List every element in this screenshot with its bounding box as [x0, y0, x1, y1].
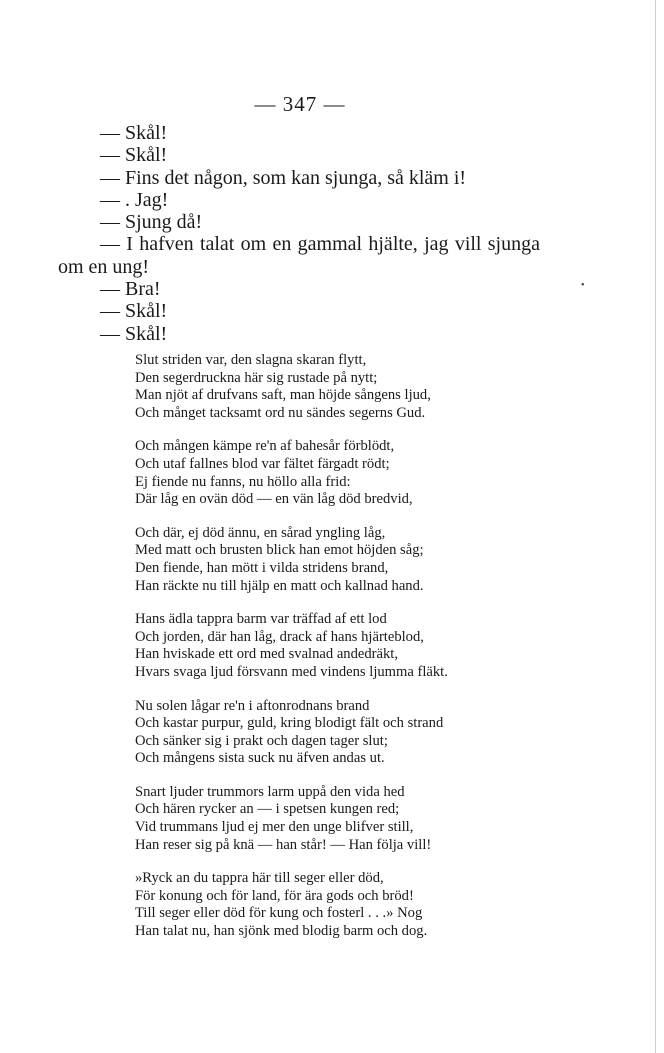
verse-line: Och där, ej död ännu, en sårad yngling låg,: [135, 524, 386, 541]
stanza: [135, 438, 495, 508]
dialogue-line: — . Jag!: [100, 188, 169, 211]
dialogue-line: om en ung!: [58, 255, 150, 278]
dialogue-block: [58, 122, 558, 345]
page-edge-line: [655, 0, 656, 1053]
dialogue-line: — Sjung då!: [100, 211, 203, 234]
verse-line: Och jorden, där han låg, drack af hans hjärteblod,: [135, 628, 424, 645]
page-number: — 347 —: [254, 92, 346, 116]
verse-line: Till seger eller död för kung och fosterl . . .» Nog: [135, 905, 423, 922]
verse-line: Och kastar purpur, guld, kring blodigt fält och strand: [135, 715, 444, 732]
verse-line: Och sänker sig i prakt och dagen tager slut;: [135, 732, 388, 749]
dialogue-line: — Fins det någon, som kan sjunga, så kläm i!: [100, 166, 467, 189]
verse-line: Han reser sig på knä — han står! — Han följa vill!: [135, 836, 432, 853]
verse-line: Ej fiende nu fanns, nu höllo alla frid:: [135, 473, 351, 490]
stanza: [135, 352, 495, 422]
dialogue-line: — Skål!: [100, 322, 168, 345]
verse-line: Han hviskade ett ord med svalnad andedräkt,: [135, 646, 399, 663]
stanza: [135, 870, 495, 940]
margin-mark: •: [581, 280, 585, 291]
verse-line: Hvars svaga ljud försvann med vindens ljumma fläkt.: [135, 663, 448, 680]
verse-line: Och månget tacksamt ord nu sändes segerns Gud.: [135, 404, 426, 421]
verse-line: Nu solen lågar re'n i aftonrodnans brand: [135, 697, 370, 714]
stanza: [135, 525, 495, 595]
verse-line: Och hären rycker an — i spetsen kungen red;: [135, 801, 400, 818]
dialogue-line: — I hafven talat om en gammal hjälte, jag vill sjunga: [100, 233, 540, 256]
verse-line: Han räckte nu till hjälp en matt och kallnad hand.: [135, 577, 424, 594]
stanza: [135, 698, 495, 768]
poem-verse: [135, 352, 495, 957]
verse-line: Och mången kämpe re'n af bahesår förblödt,: [135, 438, 395, 455]
verse-line: Där låg en ovän död — en vän låg död bredvid,: [135, 491, 413, 508]
verse-line: Han talat nu, han sjönk med blodig barm och dog.: [135, 923, 428, 940]
verse-line: Den fiende, han mött i vilda stridens brand,: [135, 559, 389, 576]
verse-line: För konung och för land, för ära gods och bröd!: [135, 887, 414, 904]
verse-line: Och utaf fallnes blod var fältet färgadt rödt;: [135, 455, 390, 472]
verse-line: Snart ljuder trummors larm uppå den vida hed: [135, 783, 405, 800]
verse-line: Och mångens sista suck nu äfven andas ut.: [135, 750, 385, 767]
verse-line: Med matt och brusten blick han emot höjden såg;: [135, 542, 424, 559]
stanza: [135, 611, 495, 681]
verse-line: Slut striden var, den slagna skaran flytt,: [135, 352, 367, 368]
dialogue-line: — Skål!: [100, 144, 168, 167]
dialogue-line: — Bra!: [100, 278, 161, 301]
dialogue-line: — Skål!: [100, 300, 168, 323]
verse-line: Den segerdruckna här sig rustade på nytt;: [135, 369, 378, 386]
verse-line: Man njöt af drufvans saft, man höjde sångens ljud,: [135, 387, 431, 404]
stanza: [135, 784, 495, 854]
verse-line: Hans ädla tappra barm var träffad af ett lod: [135, 611, 387, 628]
dialogue-line: — Skål!: [100, 122, 168, 144]
verse-line: Vid trummans ljud ej mer den unge blifver still,: [135, 819, 414, 836]
verse-line: »Ryck an du tappra här till seger eller död,: [135, 870, 384, 887]
